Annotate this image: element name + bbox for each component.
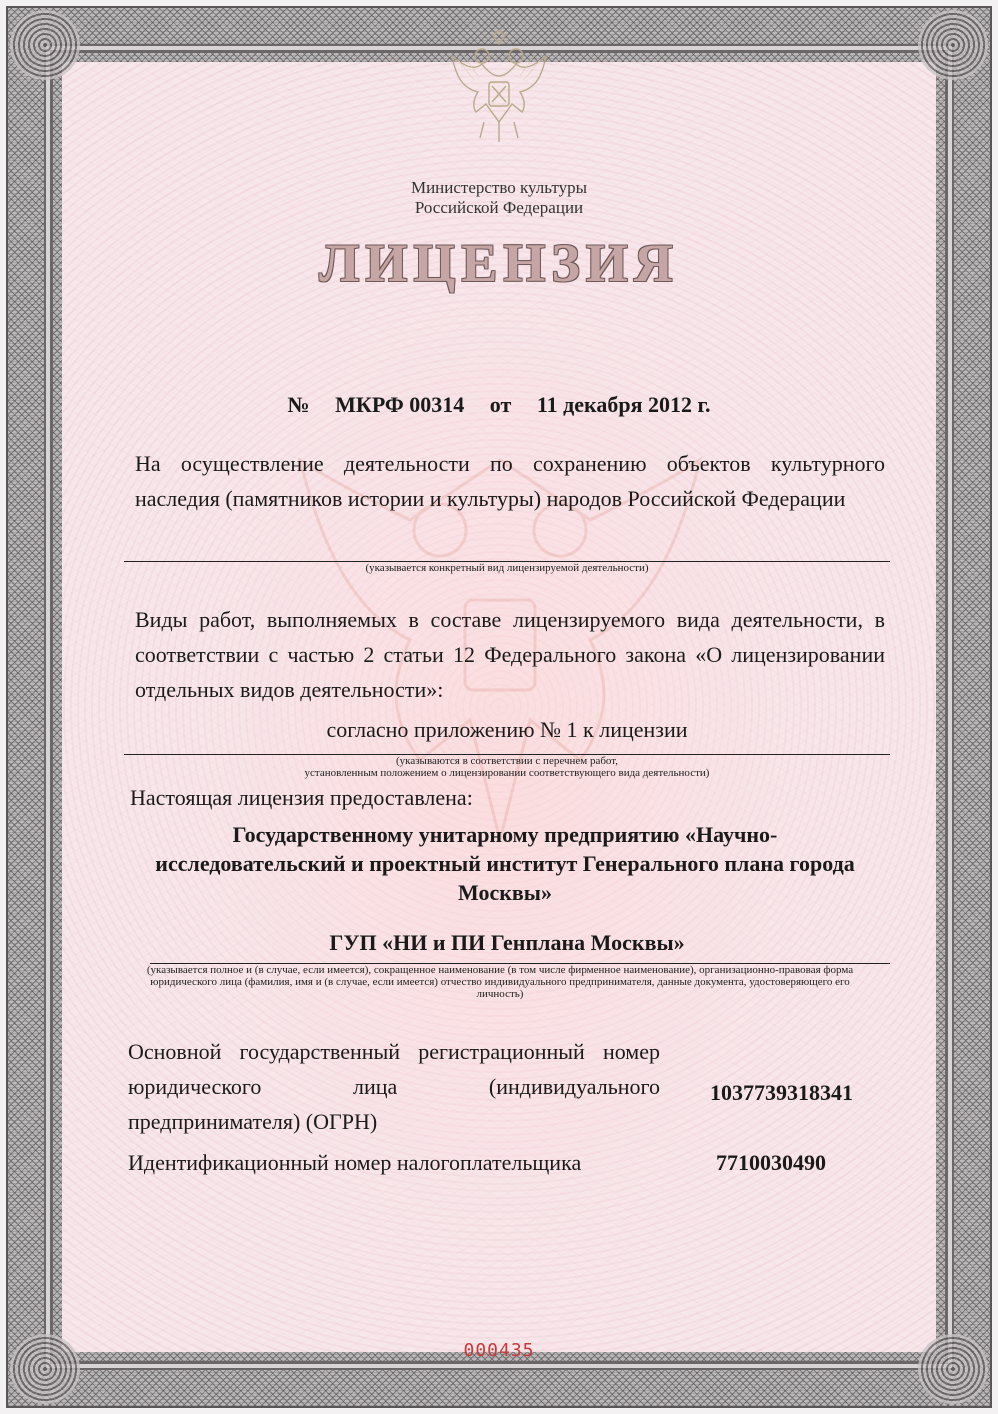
ministry-line-1: Министерство культуры xyxy=(410,178,588,197)
works-value: согласно приложению № 1 к лицензии xyxy=(326,717,688,742)
inn-label: Идентификационный номер налогоплательщика xyxy=(128,1150,582,1175)
works-hint-line-1: (указываются в соответствии с перечнем работ, xyxy=(395,755,619,767)
inn-value: 7710030490 xyxy=(716,1150,826,1175)
works-description: Виды работ, выполняемых в составе лицензируемого вида деятельности, в соответствии с частью 2 статьи 12 Федерального закона «О лицензировании отдельных видов деятельности»: xyxy=(135,607,885,702)
ministry-line-2: Российской Федерации xyxy=(414,198,584,217)
works-hint xyxy=(124,755,890,779)
ogrn-label: Основной государственный регистрационный номер юридического лица (индивидуального предпринимателя) (ОГРН) xyxy=(128,1039,660,1134)
activity-description: На осуществление деятельности по сохранению объектов культурного наследия (памятников истории и культуры) народов Российской Федерации xyxy=(135,451,885,511)
license-number: МКРФ 00314 xyxy=(335,392,465,417)
corner-ornament-top-left xyxy=(10,10,80,80)
grantee-label: Настоящая лицензия предоставлена: xyxy=(130,785,473,810)
ministry-name xyxy=(0,178,998,218)
organization-full-name: Государственному унитарному предприятию «Научно-исследовательский и проектный институт Генерального плана города Москвы» xyxy=(155,822,855,905)
grantee-hint: (указывается полное и (в случае, если имеется), сокращенное наименование (в том числе фирменное наименование), организационно-правовая форма юридического лица (фамилия, имя и (в случае, если имеется) отчество индивидуального предпринимателя, данные документа, удостоверяющего его личность) xyxy=(146,964,854,1000)
document-title: ЛИЦЕНЗИЯ xyxy=(319,233,679,293)
organization-short-name: ГУП «НИ и ПИ Генплана Москвы» xyxy=(329,930,685,955)
number-sign: № xyxy=(287,392,310,417)
works-hint-line-2: установленным положением о лицензировании соответствующего вида деятельности) xyxy=(304,767,710,779)
from-word: от xyxy=(489,392,512,417)
coat-of-arms-icon xyxy=(444,26,554,156)
license-date: 11 декабря 2012 г. xyxy=(536,392,711,417)
blank-serial-number: 000435 xyxy=(463,1340,535,1361)
corner-ornament-top-right xyxy=(918,10,988,80)
license-number-line xyxy=(0,392,998,418)
ogrn-value: 1037739318341 xyxy=(710,1080,853,1105)
activity-hint: (указывается конкретный вид лицензируемой деятельности) xyxy=(365,562,649,574)
